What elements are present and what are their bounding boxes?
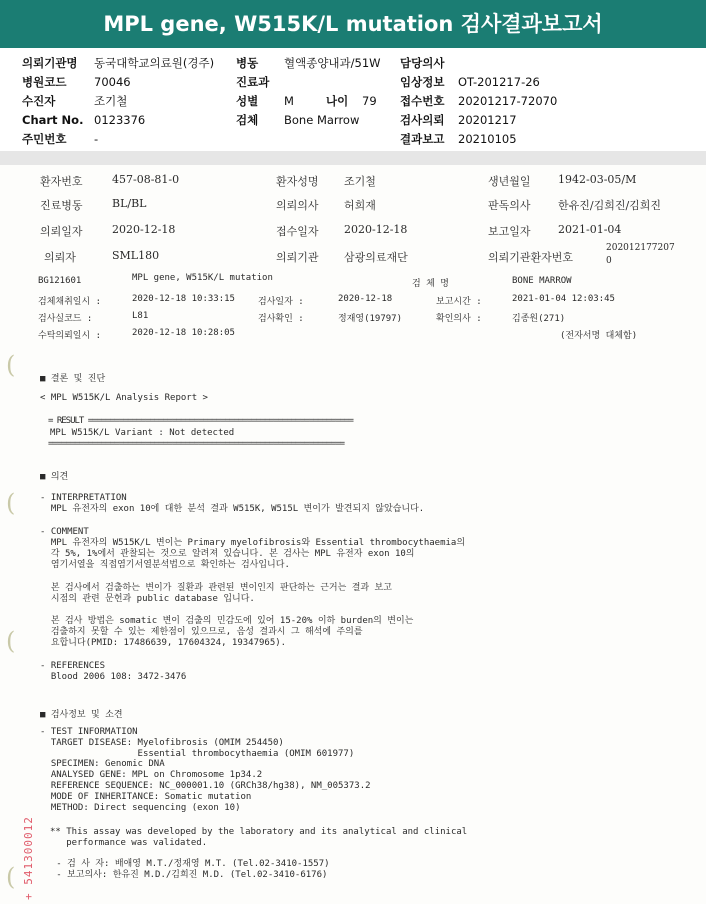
binder-hole-mark: ( <box>6 627 16 655</box>
value-chart-no: 0123376 <box>94 113 146 127</box>
label-doctor: 담당의사 <box>400 56 445 70</box>
label-patient-name: 환자성명 <box>276 175 319 188</box>
value-patient-name: 조기철 <box>344 175 376 188</box>
comment-paragraph-3: 본 검사 방법은 somatic 변이 검출의 민감도에 있어 15-20% 이하 burden의 변이는 검출하지 못할 수 있는 제한점이 있으므로, 음성 결과시 그 해석에 주의를 요합니다(PMID: 17486639, 17604324, 19347965). <box>50 616 414 648</box>
e-signature-note: (전자서명 대체함) <box>560 331 638 341</box>
label-test-date: 검사일자 : <box>258 297 304 307</box>
analysis-report-title: < MPL W515K/L Analysis Report > <box>40 393 208 403</box>
references-text: Blood 2006 108: 3472-3476 <box>40 672 187 682</box>
label-confirm-doctor: 확인의사 : <box>436 314 482 324</box>
label-specimen-name: 검 체 명 <box>412 279 449 289</box>
value-report-time: 2021-01-04 12:03:45 <box>512 294 615 304</box>
value-ward: 혈액종양내과/51W <box>284 56 381 70</box>
label-result-report: 결과보고 <box>400 132 445 146</box>
section-divider <box>0 151 706 165</box>
value-receipt-date: 2020-12-18 <box>344 223 408 236</box>
value-institution: 동국대학교의료원(경주) <box>94 56 215 70</box>
label-request-date-2: 의뢰일자 <box>40 225 83 238</box>
comment-paragraph-2: 본 검사에서 검출하는 변이가 질환과 관련된 변이인지 판단하는 근거는 결과 보고 시점의 관련 문헌과 public database 입니다. <box>50 583 392 604</box>
label-collect-time: 검체채취일시 : <box>38 297 102 307</box>
label-test-confirm: 검사확인 : <box>258 314 304 324</box>
value-test-date: 2020-12-18 <box>338 294 393 304</box>
binder-hole-mark: ( <box>6 489 16 517</box>
label-requester: 의뢰자 <box>44 251 76 264</box>
staff-contacts: - 검 사 자: 배애영 M.T./정재영 M.T. (Tel.02-3410-1557) - 보고의사: 한유진 M.D./김희진 M.D. (Tel.02-3410-6176) <box>56 859 330 880</box>
label-specimen: 검체 <box>236 113 259 127</box>
label-department: 진료과 <box>236 75 270 89</box>
test-name: MPL gene, W515K/L mutation <box>132 273 273 283</box>
value-accept-time: 2020-12-18 10:28:05 <box>132 328 235 338</box>
interpretation-text: MPL 유전자의 exon 10에 대한 분석 결과 W515K, W515L 변이가 발견되지 않았습니다. <box>40 504 425 514</box>
label-reading-doctor: 판독의사 <box>488 199 531 212</box>
references-heading: - REFERENCES <box>40 661 106 671</box>
label-age: 나이 <box>326 94 349 108</box>
label-resident-no: 주민번호 <box>22 132 67 146</box>
label-ward-2: 진료병동 <box>40 199 83 212</box>
barcode-text: + 541300012 <box>22 816 35 900</box>
result-rule: =================================================================== <box>48 439 345 449</box>
value-request-date: 20201217 <box>458 113 517 127</box>
value-request-date-2: 2020-12-18 <box>112 223 176 236</box>
label-request-institution: 의뢰기관 <box>276 251 319 264</box>
value-request-institution: 삼광의료재단 <box>344 251 408 264</box>
value-sex: M <box>284 94 294 108</box>
result-line: MPL W515K/L Variant : Not detected <box>50 428 235 438</box>
header-row-1 <box>22 54 702 72</box>
test-information: - TEST INFORMATION TARGET DISEASE: Myelofibrosis (OMIM 254450) Essential thrombocythaemia (OMIM 601977) SPECIMEN: Genomic DNA ANALYSED GENE: MPL on Chromosome 1p34.2 REFERENCE SEQUENCE: NC_000001.10 (GRCh38/hg38), NM_005373.2 MODE OF INHERITANCE: Somatic mutation METHOD: Direct sequencing (exon 10) <box>40 727 371 813</box>
value-specimen-name: BONE MARROW <box>512 276 572 286</box>
value-clinical-info: OT-201217-26 <box>458 75 540 89</box>
report-title: MPL gene, W515K/L mutation 검사결과보고서 <box>0 0 706 48</box>
value-resident-no: - <box>94 132 99 146</box>
binder-hole-mark: ( <box>6 863 16 891</box>
label-institution-patient-no: 의뢰기관환자번호 <box>488 251 574 264</box>
value-patient-no: 457-08-81-0 <box>112 173 180 186</box>
value-collect-time: 2020-12-18 10:33:15 <box>132 294 235 304</box>
binder-hole-mark: ( <box>6 351 16 379</box>
section-test-info: ■ 검사정보 및 소견 <box>40 710 123 720</box>
comment-paragraph-1: MPL 유전자의 W515K/L 변이는 Primary myelofibrosis와 Essential thrombocythaemia의 각 5%, 1%에서 관찰되는 것으로 알려져 있습니다. 본 검사는 MPL 유전자 exon 10의 염기서열을 직접염기서열분석법으로 확인하는 검사입니다. <box>50 538 466 570</box>
value-institution-patient-no-2: 0 <box>606 256 612 266</box>
value-hospital-code: 70046 <box>94 75 131 89</box>
label-sex: 성별 <box>236 94 259 108</box>
section-opinion: ■ 의견 <box>40 472 69 482</box>
header-row-2 <box>22 73 702 91</box>
validation-note: ** This assay was developed by the laboratory and its analytical and clinical performance was validated. <box>50 827 468 848</box>
label-patient: 수진자 <box>22 94 56 108</box>
label-birth: 생년월일 <box>488 175 531 188</box>
comment-heading: - COMMENT <box>40 527 89 537</box>
header-row-5 <box>22 130 702 148</box>
value-age: 79 <box>362 94 377 108</box>
value-lab-code: L81 <box>132 311 149 321</box>
value-requester: SML180 <box>112 249 160 262</box>
label-lab-code: 검사실코드 : <box>38 314 93 324</box>
report-header <box>0 50 706 150</box>
result-header: = RESULT ============================================================ <box>48 416 353 426</box>
value-birth: 1942-03-05/M <box>558 173 637 186</box>
value-report-date: 2021-01-04 <box>558 223 622 236</box>
label-patient-no: 환자번호 <box>40 175 83 188</box>
label-accept-time: 수탁의뢰일시 : <box>38 331 102 341</box>
label-institution: 의뢰기관명 <box>22 56 78 70</box>
label-receipt-no: 접수번호 <box>400 94 445 108</box>
value-ward-2: BL/BL <box>112 197 147 210</box>
interpretation-heading: - INTERPRETATION <box>40 493 127 503</box>
scanned-report <box>0 165 706 904</box>
value-specimen: Bone Marrow <box>284 113 360 127</box>
label-referring-doctor: 의뢰의사 <box>276 199 319 212</box>
section-conclusion: ■ 결론 및 진단 <box>40 374 106 384</box>
value-reading-doctor: 한유진/김희진/김희진 <box>558 199 662 212</box>
label-receipt-date: 접수일자 <box>276 225 319 238</box>
value-receipt-no: 20201217-72070 <box>458 94 558 108</box>
value-patient: 조기철 <box>94 94 128 108</box>
label-request-date: 검사의뢰 <box>400 113 445 127</box>
label-report-date: 보고일자 <box>488 225 531 238</box>
value-institution-patient-no: 202012177207 <box>606 243 675 253</box>
test-code: BG121601 <box>38 276 82 286</box>
value-result-report: 20210105 <box>458 132 517 146</box>
label-hospital-code: 병원코드 <box>22 75 67 89</box>
header-row-4 <box>22 111 702 129</box>
header-row-3 <box>22 92 702 110</box>
label-clinical-info: 임상정보 <box>400 75 445 89</box>
label-ward: 병동 <box>236 56 259 70</box>
value-confirm-doctor: 김종원(271) <box>512 314 566 324</box>
label-chart-no: Chart No. <box>22 113 84 127</box>
label-report-time: 보고시간 : <box>436 297 482 307</box>
specimen-barcode-number <box>22 790 38 900</box>
value-referring-doctor: 허희재 <box>344 199 376 212</box>
value-test-confirm: 정재영(19797) <box>338 314 403 324</box>
